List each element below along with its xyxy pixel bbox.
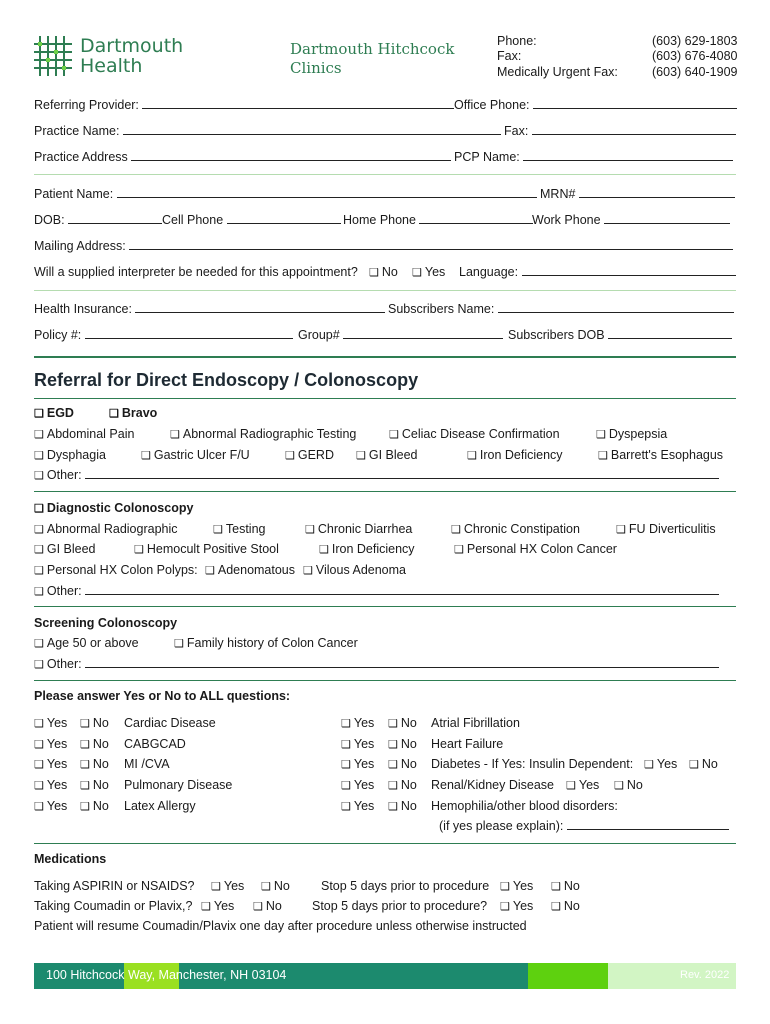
abdominal-pain-checkbox[interactable]: ❑ Abdominal Pain [34,426,134,443]
subscribers-dob-field[interactable] [508,327,732,343]
pulmonary-no-checkbox[interactable]: ❑ No [80,777,109,794]
coumadin-stop-yes-checkbox[interactable]: ❑ Yes [500,898,533,915]
aspirin-stop-label: Stop 5 days prior to procedure [321,879,490,893]
footer-rev: Rev. 2022 [680,969,730,981]
aspirin-yes-checkbox[interactable]: ❑ Yes [211,878,244,895]
logo-name-line2: Health [80,55,143,77]
cabgcad-label: CABGCAD [124,737,186,751]
work-phone-label: Work Phone [532,213,601,227]
dob-field[interactable] [34,212,162,228]
policy-field[interactable] [34,327,293,343]
fu-diverticulitis-checkbox[interactable]: ❑ FU Diverticulitis [616,521,716,538]
fax-field-label: Fax: [504,124,529,138]
language-label: Language: [459,265,519,279]
diabetes-no-checkbox[interactable]: ❑ No [388,756,417,773]
cardiac-disease-label: Cardiac Disease [124,716,216,730]
colon-cancer-hx-checkbox[interactable]: ❑ Personal HX Colon Cancer [454,541,617,558]
logo [32,34,76,81]
pulmonary-yes-checkbox[interactable]: ❑ Yes [34,777,67,794]
renal-sub-no-checkbox[interactable]: ❑ No [614,777,643,794]
mrn-field[interactable] [540,186,735,202]
insulin-yes-checkbox[interactable]: ❑ Yes [644,756,677,773]
subscribers-name-field[interactable] [388,301,734,317]
aspirin-stop-yes-checkbox[interactable]: ❑ Yes [500,878,533,895]
coumadin-stop-label: Stop 5 days prior to procedure? [312,899,488,913]
screening-other-label: ❑ Other: [34,657,82,671]
divider [34,174,736,175]
referring-provider-field[interactable] [34,97,454,113]
renal-no-checkbox[interactable]: ❑ No [388,777,417,794]
aspirin-question: Taking ASPIRIN or NSAIDS? [34,879,195,893]
coumadin-stop-no-checkbox[interactable]: ❑ No [551,898,580,915]
fax-label: Fax: [497,49,522,63]
diagnostic-colonoscopy-checkbox[interactable]: ❑ Diagnostic Colonoscopy [34,500,193,517]
mi-cva-no-checkbox[interactable]: ❑ No [80,756,109,773]
coumadin-yes-checkbox[interactable]: ❑ Yes [201,898,234,915]
cell-phone-field[interactable] [162,212,341,228]
footer-address: 100 Hitchcock Way, Manchester, NH 03104 [46,968,287,982]
latex-allergy-label: Latex Allergy [124,799,196,813]
screening-colonoscopy-title: Screening Colonoscopy [34,616,178,630]
practice-name-field[interactable] [34,123,501,139]
gastric-ulcer-checkbox[interactable]: ❑ Gastric Ulcer F/U [141,447,250,464]
divider [34,606,736,607]
age-50-checkbox[interactable]: ❑ Age 50 or above [34,635,139,652]
coumadin-question: Taking Coumadin or Plavix,? [34,899,193,913]
cardiac-no-checkbox[interactable]: ❑ No [80,715,109,732]
colon-polyps-checkbox[interactable]: ❑ Personal HX Colon Polyps: [34,562,198,579]
bravo-checkbox[interactable]: ❑ Bravo [109,405,157,422]
urgent-fax-value: (603) 640-1909 [652,65,738,79]
referring-provider-label: Referring Provider: [34,98,139,112]
medications-title: Medications [34,852,107,866]
explain-label: (if yes please explain): [439,819,564,833]
latex-yes-checkbox[interactable]: ❑ Yes [34,798,67,815]
health-insurance-label: Health Insurance: [34,302,132,316]
diagnostic-other-field[interactable] [34,583,719,600]
urgent-fax-label: Medically Urgent Fax: [497,65,618,79]
egd-other-label: ❑ Other: [34,468,82,482]
dysphagia-checkbox[interactable]: ❑ Dysphagia [34,447,106,464]
gi-bleed-checkbox[interactable]: ❑ GI Bleed [356,447,418,464]
resume-note: Patient will resume Coumadin/Plavix one day after procedure unless otherwise instructed [34,919,527,933]
mailing-address-label: Mailing Address: [34,239,126,253]
health-insurance-field[interactable] [34,301,385,317]
aspirin-stop-no-checkbox[interactable]: ❑ No [551,878,580,895]
phone-label: Phone: [497,34,537,48]
divider [34,290,736,291]
office-phone-label: Office Phone: [454,98,530,112]
diagnostic-other-label: ❑ Other: [34,584,82,598]
chronic-diarrhea-checkbox[interactable]: ❑ Chronic Diarrhea [305,521,412,538]
subscribers-name-label: Subscribers Name: [388,302,495,316]
cardiac-yes-checkbox[interactable]: ❑ Yes [34,715,67,732]
abnormal-radiographic-testing-checkbox[interactable]: ❑ Abnormal Radiographic Testing [170,426,356,443]
hemophilia-no-checkbox[interactable]: ❑ No [388,798,417,815]
aspirin-no-checkbox[interactable]: ❑ No [261,878,290,895]
divider [34,356,736,358]
mi-cva-yes-checkbox[interactable]: ❑ Yes [34,756,67,773]
renal-yes-checkbox[interactable]: ❑ Yes [341,777,374,794]
divider [34,491,736,492]
gerd-checkbox[interactable]: ❑ GERD [285,447,334,464]
afib-no-checkbox[interactable]: ❑ No [388,715,417,732]
heart-failure-no-checkbox[interactable]: ❑ No [388,736,417,753]
patient-name-label: Patient Name: [34,187,114,201]
insulin-no-checkbox[interactable]: ❑ No [689,756,718,773]
cell-phone-label: Cell Phone [162,213,224,227]
logo-name-line1: Dartmouth [80,35,184,57]
abnormal-radiographic-checkbox[interactable]: ❑ Abnormal Radiographic [34,521,178,538]
pulmonary-disease-label: Pulmonary Disease [124,778,233,792]
pcp-name-label: PCP Name: [454,150,520,164]
heart-failure-yes-checkbox[interactable]: ❑ Yes [341,736,374,753]
practice-address-field[interactable] [34,149,451,165]
chronic-constipation-checkbox[interactable]: ❑ Chronic Constipation [451,521,580,538]
renal-kidney-label: Renal/Kidney Disease [431,778,554,792]
clinics-name-line2: Clinics [290,59,342,77]
work-phone-field[interactable] [532,212,730,228]
phone-value: (603) 629-1803 [652,34,738,48]
fax-field[interactable] [504,123,736,139]
diabetes-yes-checkbox[interactable]: ❑ Yes [341,756,374,773]
home-phone-field[interactable] [343,212,533,228]
practice-name-label: Practice Name: [34,124,120,138]
hemocult-checkbox[interactable]: ❑ Hemocult Positive Stool [134,541,279,558]
family-history-checkbox[interactable]: ❑ Family history of Colon Cancer [174,635,358,652]
divider [34,680,736,681]
diabetes-label: Diabetes - If Yes: Insulin Dependent: [431,757,634,771]
dyspepsia-checkbox[interactable]: ❑ Dyspepsia [596,426,667,443]
subscribers-dob-label: Subscribers DOB [508,328,605,342]
home-phone-label: Home Phone [343,213,416,227]
questions-title: Please answer Yes or No to ALL questions: [34,689,291,703]
divider [34,398,736,399]
interpreter-no-checkbox[interactable]: ❑ No [369,264,398,281]
renal-sub-yes-checkbox[interactable]: ❑ Yes [566,777,599,794]
barretts-esophagus-checkbox[interactable]: ❑ Barrett's Esophagus [598,447,723,464]
coumadin-no-checkbox[interactable]: ❑ No [253,898,282,915]
mrn-label: MRN# [540,187,576,201]
hemophilia-yes-checkbox[interactable]: ❑ Yes [341,798,374,815]
testing-checkbox[interactable]: ❑ Testing [213,521,265,538]
atrial-fibrillation-label: Atrial Fibrillation [431,716,520,730]
interpreter-yes-checkbox[interactable]: ❑ Yes [412,264,445,281]
egd-other-field[interactable] [34,467,719,484]
mi-cva-label: MI /CVA [124,757,170,771]
celiac-disease-checkbox[interactable]: ❑ Celiac Disease Confirmation [389,426,560,443]
diag-iron-deficiency-checkbox[interactable]: ❑ Iron Deficiency [319,541,415,558]
afib-yes-checkbox[interactable]: ❑ Yes [341,715,374,732]
dartmouth-health-logo-icon [32,34,76,78]
vilous-adenoma-checkbox[interactable]: ❑ Vilous Adenoma [303,562,406,579]
dob-label: DOB: [34,213,65,227]
patient-name-field[interactable] [34,186,537,202]
footer-segment [528,963,608,989]
office-phone-field[interactable] [454,97,737,113]
egd-checkbox[interactable]: ❑ EGD [34,405,74,422]
hemophilia-label: Hemophilia/other blood disorders: [431,799,618,813]
policy-label: Policy #: [34,328,82,342]
iron-deficiency-checkbox[interactable]: ❑ Iron Deficiency [467,447,563,464]
diag-gi-bleed-checkbox[interactable]: ❑ GI Bleed [34,541,96,558]
cabgcad-yes-checkbox[interactable]: ❑ Yes [34,736,67,753]
footer-bar [34,963,736,989]
heart-failure-label: Heart Failure [431,737,504,751]
screening-other-field[interactable] [34,656,719,673]
fax-value: (603) 676-4080 [652,49,738,63]
interpreter-question: Will a supplied interpreter be needed for this appointment? [34,265,358,279]
adenomatous-checkbox[interactable]: ❑ Adenomatous [205,562,295,579]
latex-no-checkbox[interactable]: ❑ No [80,798,109,815]
pcp-name-field[interactable] [454,149,733,165]
clinics-name-line1: Dartmouth Hitchcock [290,40,455,58]
divider [34,843,736,844]
group-field[interactable] [298,327,503,343]
cabgcad-no-checkbox[interactable]: ❑ No [80,736,109,753]
practice-address-label: Practice Address [34,150,128,164]
form-title: Referral for Direct Endoscopy / Colonoscopy [34,370,419,390]
mailing-address-field[interactable] [34,238,733,254]
explain-field[interactable] [439,818,729,834]
language-field[interactable] [459,264,736,280]
group-label: Group# [298,328,340,342]
